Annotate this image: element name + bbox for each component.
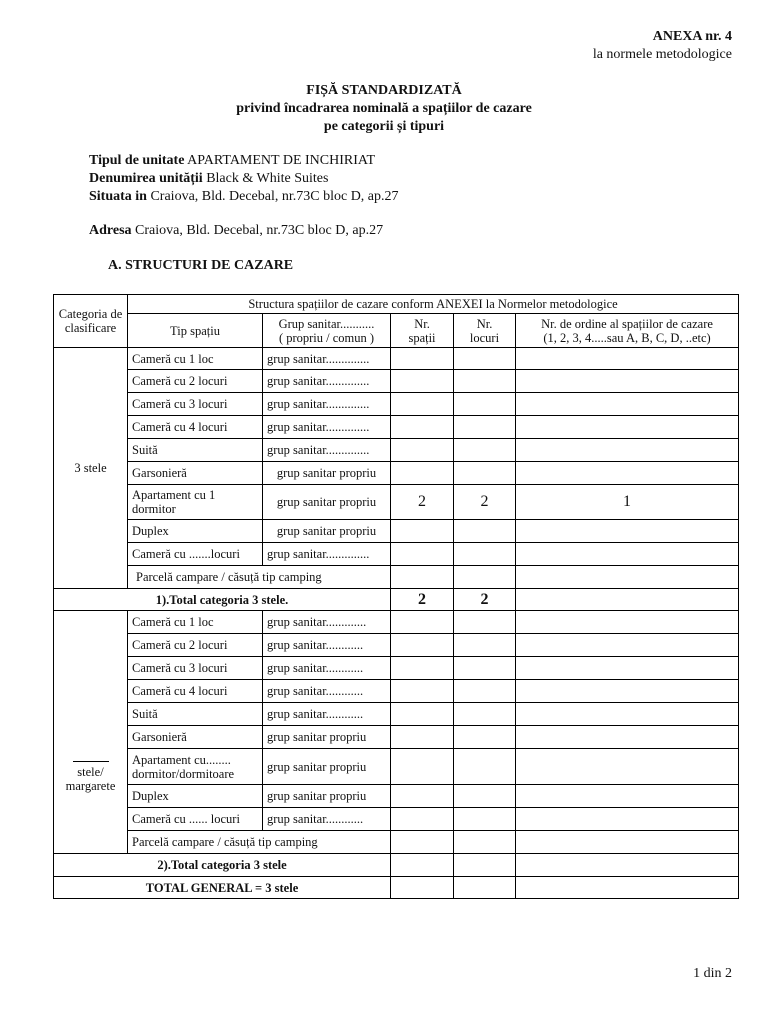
row-places: 2 bbox=[454, 485, 516, 520]
row-places bbox=[454, 462, 516, 485]
table-row bbox=[54, 831, 739, 854]
category-line-2: margarete bbox=[65, 779, 116, 793]
row-places bbox=[454, 703, 516, 726]
row-spaces bbox=[391, 785, 454, 808]
unit-name-label: Denumirea unității bbox=[89, 171, 203, 186]
table-row bbox=[54, 634, 739, 657]
total-order bbox=[516, 589, 739, 611]
annex-heading bbox=[593, 28, 732, 64]
table-row bbox=[54, 808, 739, 831]
document-title bbox=[0, 82, 768, 136]
row-type: Suită bbox=[128, 703, 263, 726]
row-type: Cameră cu 1 loc bbox=[128, 611, 263, 634]
table-row bbox=[54, 520, 739, 543]
row-type: Cameră cu 2 locuri bbox=[128, 370, 263, 393]
unit-type-row bbox=[89, 152, 399, 170]
type-header: Tip spațiu bbox=[128, 314, 263, 348]
row-sanitary: grup sanitar.............. bbox=[263, 416, 391, 439]
row-order bbox=[516, 566, 739, 589]
page-indicator: 1 din 2 bbox=[693, 966, 732, 981]
spaces-header bbox=[391, 314, 454, 348]
table-row bbox=[54, 726, 739, 749]
total-spaces: 2 bbox=[391, 589, 454, 611]
row-sanitary: grup sanitar propriu bbox=[263, 462, 391, 485]
row-type: Cameră cu ...... locuri bbox=[128, 808, 263, 831]
row-type: Cameră cu 1 loc bbox=[128, 348, 263, 370]
table-row bbox=[54, 348, 739, 370]
table-row bbox=[54, 393, 739, 416]
row-places bbox=[454, 657, 516, 680]
row-sanitary: grup sanitar.............. bbox=[263, 348, 391, 370]
table-row bbox=[54, 439, 739, 462]
row-sanitary: grup sanitar............. bbox=[263, 611, 391, 634]
row-sanitary: grup sanitar............ bbox=[263, 657, 391, 680]
row-type: Cameră cu 2 locuri bbox=[128, 634, 263, 657]
title-line-1: FIȘĂ STANDARDIZATĂ bbox=[306, 83, 462, 98]
row-type: Cameră cu 3 locuri bbox=[128, 393, 263, 416]
sanitary-header bbox=[263, 314, 391, 348]
row-order bbox=[516, 726, 739, 749]
row-order bbox=[516, 634, 739, 657]
grand-total-order bbox=[516, 877, 739, 899]
row-places bbox=[454, 543, 516, 566]
located-row bbox=[89, 188, 399, 206]
row-type: Suită bbox=[128, 439, 263, 462]
row-order bbox=[516, 416, 739, 439]
total-label: 2).Total categoria 3 stele bbox=[54, 854, 391, 877]
row-spaces bbox=[391, 680, 454, 703]
row-spaces bbox=[391, 462, 454, 485]
row-places bbox=[454, 348, 516, 370]
unit-name-row bbox=[89, 170, 399, 188]
title-line-2: privind încadrarea nominală a spațiilor de cazare bbox=[236, 101, 532, 116]
total-row-group1 bbox=[54, 589, 739, 611]
row-order bbox=[516, 831, 739, 854]
row-sanitary: grup sanitar propriu bbox=[263, 726, 391, 749]
row-spaces bbox=[391, 657, 454, 680]
row-sanitary: grup sanitar propriu bbox=[263, 749, 391, 785]
grand-total-row bbox=[54, 877, 739, 899]
row-places bbox=[454, 749, 516, 785]
row-spaces bbox=[391, 611, 454, 634]
row-places bbox=[454, 439, 516, 462]
row-spaces bbox=[391, 370, 454, 393]
unit-type-value: APARTAMENT DE INCHIRIAT bbox=[187, 153, 375, 168]
row-order bbox=[516, 520, 739, 543]
table-row bbox=[54, 462, 739, 485]
row-sanitary: grup sanitar.............. bbox=[263, 370, 391, 393]
row-places bbox=[454, 393, 516, 416]
address-value: Craiova, Bld. Decebal, nr.73C bloc D, ap.27 bbox=[135, 223, 384, 238]
table-row bbox=[54, 680, 739, 703]
row-order bbox=[516, 370, 739, 393]
row-spaces bbox=[391, 416, 454, 439]
grand-total-label: TOTAL GENERAL = 3 stele bbox=[54, 877, 391, 899]
category-line-1: stele/ bbox=[77, 765, 104, 779]
address-label: Adresa bbox=[89, 223, 132, 238]
grand-total-places bbox=[454, 877, 516, 899]
order-header-line-2: (1, 2, 3, 4.....sau A, B, C, D, ..etc) bbox=[543, 330, 711, 345]
row-spaces bbox=[391, 726, 454, 749]
row-order bbox=[516, 611, 739, 634]
sanitary-header-line-1: Grup sanitar........... bbox=[278, 316, 375, 331]
row-places bbox=[454, 726, 516, 749]
table-row bbox=[54, 370, 739, 393]
structure-header: Structura spațiilor de cazare conform ANEXEI la Normelor metodologice bbox=[128, 295, 739, 314]
row-order: 1 bbox=[516, 485, 739, 520]
row-places bbox=[454, 611, 516, 634]
row-order bbox=[516, 680, 739, 703]
row-spaces bbox=[391, 703, 454, 726]
row-order bbox=[516, 393, 739, 416]
row-type: Garsonieră bbox=[128, 462, 263, 485]
table-row bbox=[54, 566, 739, 589]
row-sanitary: grup sanitar.............. bbox=[263, 439, 391, 462]
row-spaces bbox=[391, 634, 454, 657]
places-header-line-1: Nr. bbox=[476, 316, 493, 331]
group2-category bbox=[54, 611, 128, 854]
row-places bbox=[454, 634, 516, 657]
row-places bbox=[454, 370, 516, 393]
sanitary-header-line-2: ( propriu / comun ) bbox=[278, 330, 375, 345]
spaces-header-line-1: Nr. bbox=[414, 316, 430, 331]
unit-type-label: Tipul de unitate bbox=[89, 153, 185, 168]
row-order bbox=[516, 462, 739, 485]
table-row bbox=[54, 416, 739, 439]
category-blank-line bbox=[58, 671, 123, 765]
row-spaces bbox=[391, 439, 454, 462]
row-type: Apartament cu 1 dormitor bbox=[128, 485, 263, 520]
row-places bbox=[454, 680, 516, 703]
row-sanitary: grup sanitar............ bbox=[263, 808, 391, 831]
row-type: Cameră cu 4 locuri bbox=[128, 416, 263, 439]
row-type: Duplex bbox=[128, 785, 263, 808]
row-type: Apartament cu........ dormitor/dormitoare bbox=[128, 749, 263, 785]
title-line-3: pe categorii și tipuri bbox=[323, 119, 445, 134]
row-spaces bbox=[391, 808, 454, 831]
row-places bbox=[454, 416, 516, 439]
row-order bbox=[516, 785, 739, 808]
group1-category: 3 stele bbox=[54, 348, 128, 589]
blank-line-mark bbox=[73, 751, 109, 762]
row-spaces bbox=[391, 520, 454, 543]
table-row bbox=[54, 485, 739, 520]
row-spaces bbox=[391, 348, 454, 370]
row-places bbox=[454, 785, 516, 808]
row-order bbox=[516, 348, 739, 370]
row-spaces: 2 bbox=[391, 485, 454, 520]
category-header: Categoria de clasificare bbox=[54, 295, 128, 348]
located-label: Situata in bbox=[89, 189, 147, 204]
row-type: Garsonieră bbox=[128, 726, 263, 749]
row-type: Cameră cu 3 locuri bbox=[128, 657, 263, 680]
annex-number: ANEXA nr. 4 bbox=[652, 29, 732, 44]
address-row bbox=[89, 222, 383, 240]
row-sanitary: grup sanitar.............. bbox=[263, 393, 391, 416]
row-places bbox=[454, 520, 516, 543]
row-spaces bbox=[391, 543, 454, 566]
table-row bbox=[54, 657, 739, 680]
annex-subtitle: la normele metodologice bbox=[592, 47, 732, 62]
row-places bbox=[454, 808, 516, 831]
camping-row: Parcelă campare / căsuță tip camping bbox=[128, 831, 391, 854]
row-spaces bbox=[391, 749, 454, 785]
grand-total-spaces bbox=[391, 877, 454, 899]
row-spaces bbox=[391, 831, 454, 854]
total-row-group2 bbox=[54, 854, 739, 877]
table-row bbox=[54, 611, 739, 634]
order-header-line-1: Nr. de ordine al spațiilor de cazare bbox=[541, 316, 713, 331]
unit-name-value: Black & White Suites bbox=[206, 171, 329, 186]
row-sanitary: grup sanitar propriu bbox=[263, 785, 391, 808]
total-places: 2 bbox=[454, 589, 516, 611]
row-order bbox=[516, 657, 739, 680]
row-spaces bbox=[391, 566, 454, 589]
spaces-header-line-2: spații bbox=[408, 330, 436, 345]
table-header-row bbox=[54, 295, 739, 314]
section-a-heading: A. STRUCTURI DE CAZARE bbox=[108, 258, 294, 273]
row-sanitary: grup sanitar propriu bbox=[263, 520, 391, 543]
table-row bbox=[54, 785, 739, 808]
located-value: Craiova, Bld. Decebal, nr.73C bloc D, ap.27 bbox=[150, 189, 399, 204]
table-row bbox=[54, 749, 739, 785]
row-places bbox=[454, 566, 516, 589]
row-spaces bbox=[391, 393, 454, 416]
accommodation-table bbox=[53, 294, 739, 899]
row-order bbox=[516, 703, 739, 726]
row-type: Cameră cu 4 locuri bbox=[128, 680, 263, 703]
row-type: Duplex bbox=[128, 520, 263, 543]
table-row bbox=[54, 543, 739, 566]
total-order bbox=[516, 854, 739, 877]
total-label: 1).Total categoria 3 stele. bbox=[54, 589, 391, 611]
unit-info bbox=[89, 152, 399, 206]
row-sanitary: grup sanitar propriu bbox=[263, 485, 391, 520]
row-order bbox=[516, 543, 739, 566]
table-subheader-row bbox=[54, 314, 739, 348]
row-order bbox=[516, 749, 739, 785]
row-type: Cameră cu .......locuri bbox=[128, 543, 263, 566]
places-header-line-2: locuri bbox=[469, 330, 500, 345]
row-sanitary: grup sanitar............ bbox=[263, 703, 391, 726]
table-row bbox=[54, 703, 739, 726]
row-sanitary: grup sanitar............ bbox=[263, 680, 391, 703]
row-order bbox=[516, 439, 739, 462]
total-places bbox=[454, 854, 516, 877]
total-spaces bbox=[391, 854, 454, 877]
row-sanitary: grup sanitar............ bbox=[263, 634, 391, 657]
row-sanitary: grup sanitar.............. bbox=[263, 543, 391, 566]
order-header bbox=[516, 314, 739, 348]
camping-row: Parcelă campare / căsuță tip camping bbox=[128, 566, 391, 589]
places-header bbox=[454, 314, 516, 348]
row-order bbox=[516, 808, 739, 831]
row-places bbox=[454, 831, 516, 854]
